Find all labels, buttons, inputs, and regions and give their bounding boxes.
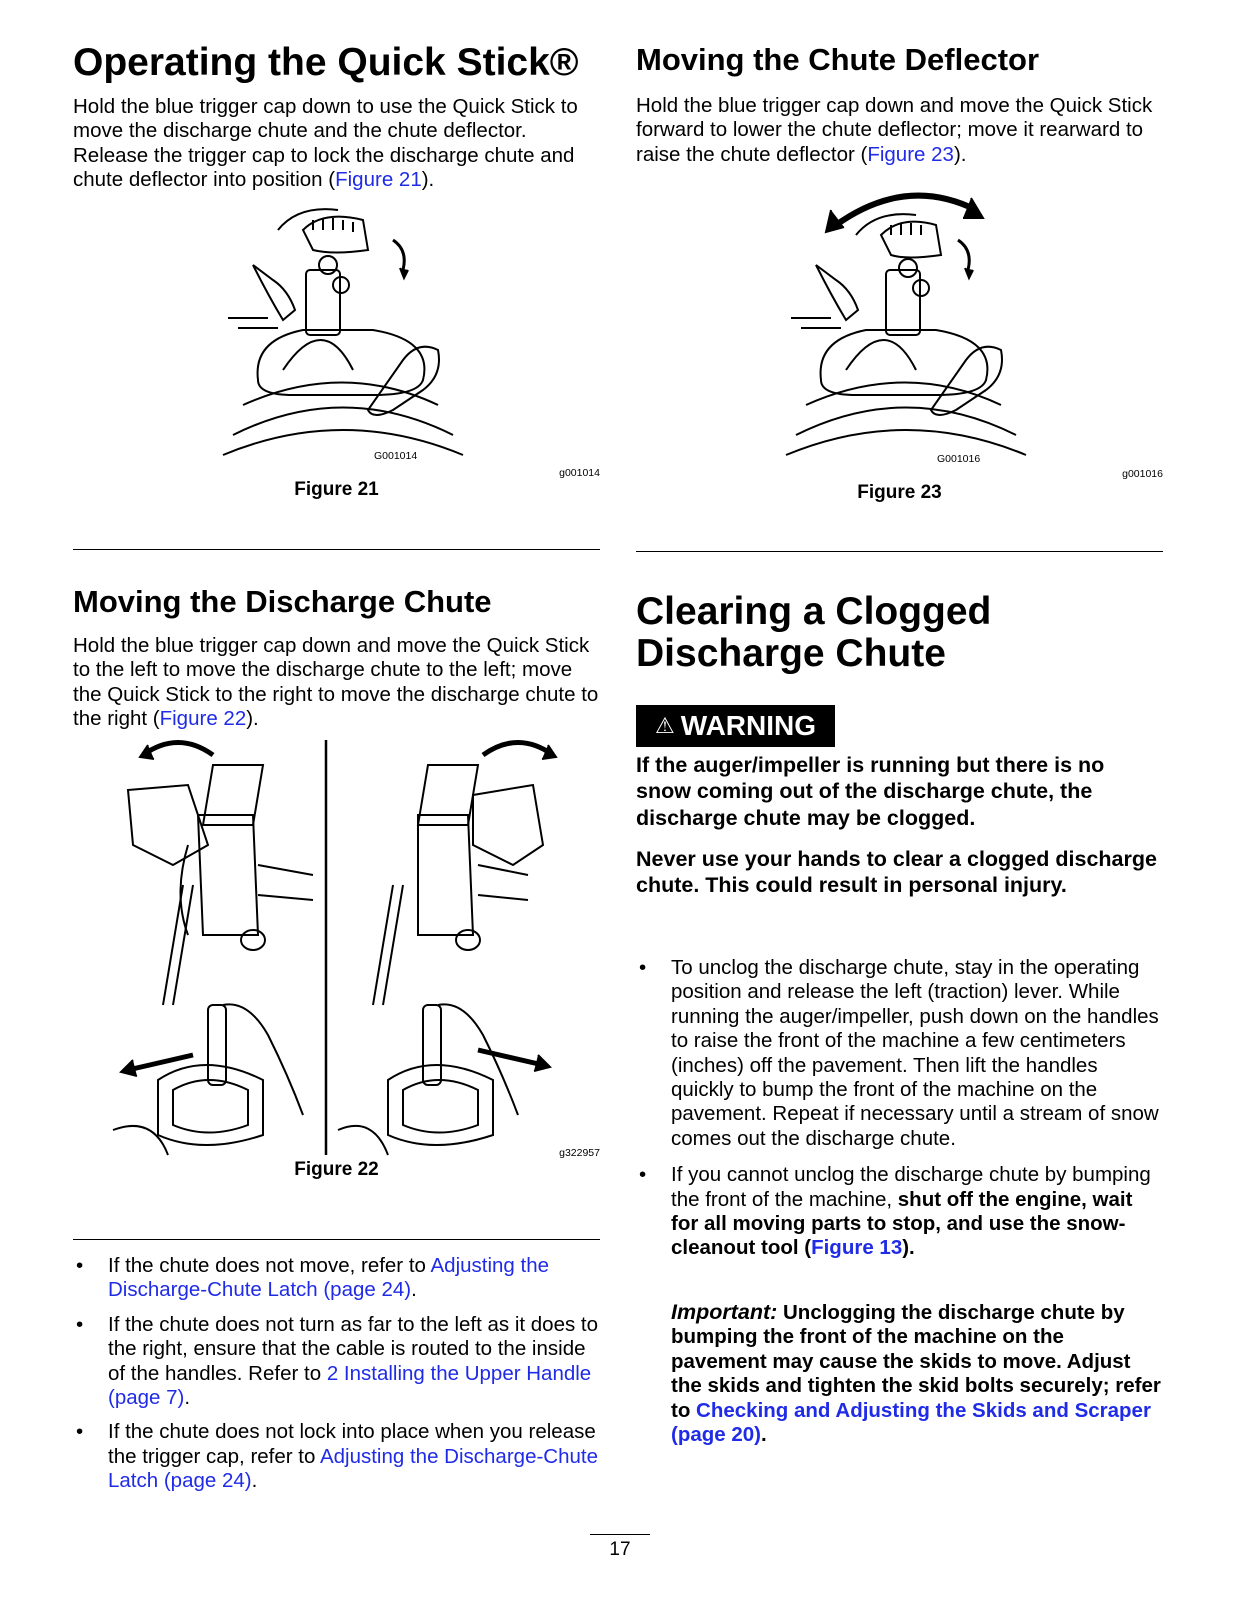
chute-troubleshooting-list: [73, 1254, 600, 1494]
chute-deflector-illustration: [636, 180, 1163, 470]
bullet-end: .: [411, 1278, 417, 1302]
bullet-end: .: [184, 1386, 191, 1410]
checking-skids-link[interactable]: Checking and Adjusting the Skids and Scraper (page 20): [671, 1398, 1151, 1447]
list-item: [73, 1313, 600, 1411]
moving-discharge-chute-paragraph: [73, 634, 600, 732]
bullet-text: If the chute does not turn as far to the left as it does to the right, ensure that the cable is routed to the inside of the handles. Refer to: [108, 1312, 599, 1385]
important-text: Unclogging the discharge chute by bumping the front of the machine on the pavement may cause the skids to move. Adjust the skids and tighten the skid bolts securely; refer to: [671, 1301, 1161, 1422]
bullet-icon: •: [639, 1163, 647, 1187]
adjusting-latch-link[interactable]: Adjusting the Discharge-Chute Latch (page 24): [108, 1254, 550, 1302]
bullet-icon: •: [76, 1254, 84, 1277]
bullet-text: If the chute does not lock into place when you release the trigger cap, refer to: [108, 1420, 596, 1468]
bullet-text: If the chute does not move, refer to: [108, 1254, 431, 1277]
warning-triangle-icon: ⚠: [654, 713, 675, 738]
page-number: 17: [590, 1534, 650, 1561]
paragraph-end: ).: [421, 168, 435, 192]
important-label: Important:: [671, 1300, 778, 1324]
operating-quick-stick-text: Hold the blue trigger cap down to use the Quick Stick to move the discharge chute and the chute deflector. Release the trigger cap to lock the discharge chute and chute deflector into position (: [73, 95, 578, 192]
paragraph-end: ).: [953, 142, 967, 166]
moving-chute-deflector-paragraph: [636, 94, 1163, 167]
warning-badge: [636, 705, 835, 747]
divider: [73, 549, 600, 550]
adjusting-latch-link[interactable]: Adjusting the Discharge-Chute Latch (page 24): [108, 1444, 598, 1493]
important-end: .: [761, 1423, 767, 1447]
heading-line-1: Clearing a Clogged: [636, 590, 992, 633]
list-item: [73, 1254, 600, 1303]
list-item: [636, 1163, 1163, 1261]
operating-quick-stick-paragraph: [73, 95, 600, 193]
moving-chute-deflector-text: Hold the blue trigger cap down and move the Quick Stick forward to lower the chute deflector; move it rearward to raise the chute deflector (: [636, 94, 1153, 166]
figure-21-code-inner: G001014: [374, 450, 418, 462]
section-heading-operating-quick-stick: Operating the Quick Stick®: [73, 41, 579, 84]
section-heading-moving-chute-deflector: Moving the Chute Deflector: [636, 42, 1040, 77]
bullet-end: .: [251, 1469, 258, 1493]
heading-line-2: Discharge Chute: [636, 632, 946, 675]
warning-text-1: If the auger/impeller is running but there is no snow coming out of the discharge chute, the discharge chute may be clogged.: [636, 753, 1105, 830]
figure-22-link[interactable]: Figure 22: [159, 707, 247, 731]
important-note: [671, 1300, 1163, 1447]
bullet-text: If you cannot unclog the discharge chute by bumping the front of the machine,: [671, 1163, 1151, 1211]
paragraph-end: ).: [246, 707, 259, 731]
list-item: [636, 956, 1163, 1151]
bullet-text: To unclog the discharge chute, stay in the operating position and release the left (traction) lever. While running the auger/impeller, push down on the handles to raise the front of the machine a few centimeters (inches) off the pavement. Then lift the handles quickly to bump the front of the machine on the pavement. Repeat if necessary until a stream of snow comes out the discharge chute.: [671, 956, 1159, 1150]
figure-23-code-inner: G001016: [937, 453, 981, 465]
bullet-icon: •: [76, 1312, 84, 1336]
figure-23: [636, 180, 1163, 520]
figure-22-code: g322957: [559, 1147, 600, 1159]
section-heading-clearing-clogged-chute: [636, 591, 991, 675]
bullet-end: ).: [902, 1236, 915, 1260]
warning-text-2: Never use your hands to clear a clogged discharge chute. This could result in personal injury.: [636, 847, 1157, 898]
figure-22-caption: Figure 22: [294, 1159, 379, 1180]
discharge-chute-illustration: [73, 735, 600, 1160]
warning-label: WARNING: [680, 710, 817, 741]
figure-21-code-outer: g001014: [559, 467, 600, 479]
figure-23-caption: Figure 23: [857, 482, 942, 503]
figure-23-code-outer: g001016: [1122, 468, 1163, 480]
figure-13-link[interactable]: Figure 13: [811, 1236, 903, 1260]
bullet-icon: •: [76, 1420, 84, 1444]
figure-21-link[interactable]: Figure 21: [335, 168, 422, 192]
unclog-steps-list: [636, 956, 1163, 1261]
figure-23-link[interactable]: Figure 23: [867, 142, 954, 166]
figure-21-caption: Figure 21: [294, 479, 379, 500]
section-heading-moving-discharge-chute: Moving the Discharge Chute: [73, 584, 492, 619]
figure-21: [73, 200, 600, 510]
figure-22: [73, 735, 600, 1205]
quick-stick-illustration: [73, 200, 600, 470]
installing-upper-handle-link[interactable]: 2 Installing the Upper Handle (page 7): [108, 1361, 592, 1410]
divider: [636, 551, 1163, 552]
moving-discharge-chute-text: Hold the blue trigger cap down and move the Quick Stick to the left to move the discharge chute to the left; move the Quick Stick to the right to move the discharge chute to the right (: [73, 634, 599, 731]
bullet-icon: •: [639, 956, 647, 979]
bullet-bold-text: shut off the engine, wait for all moving parts to stop, and use the snow-cleanout tool (: [671, 1187, 1133, 1260]
divider: [73, 1239, 600, 1240]
list-item: [73, 1420, 600, 1493]
